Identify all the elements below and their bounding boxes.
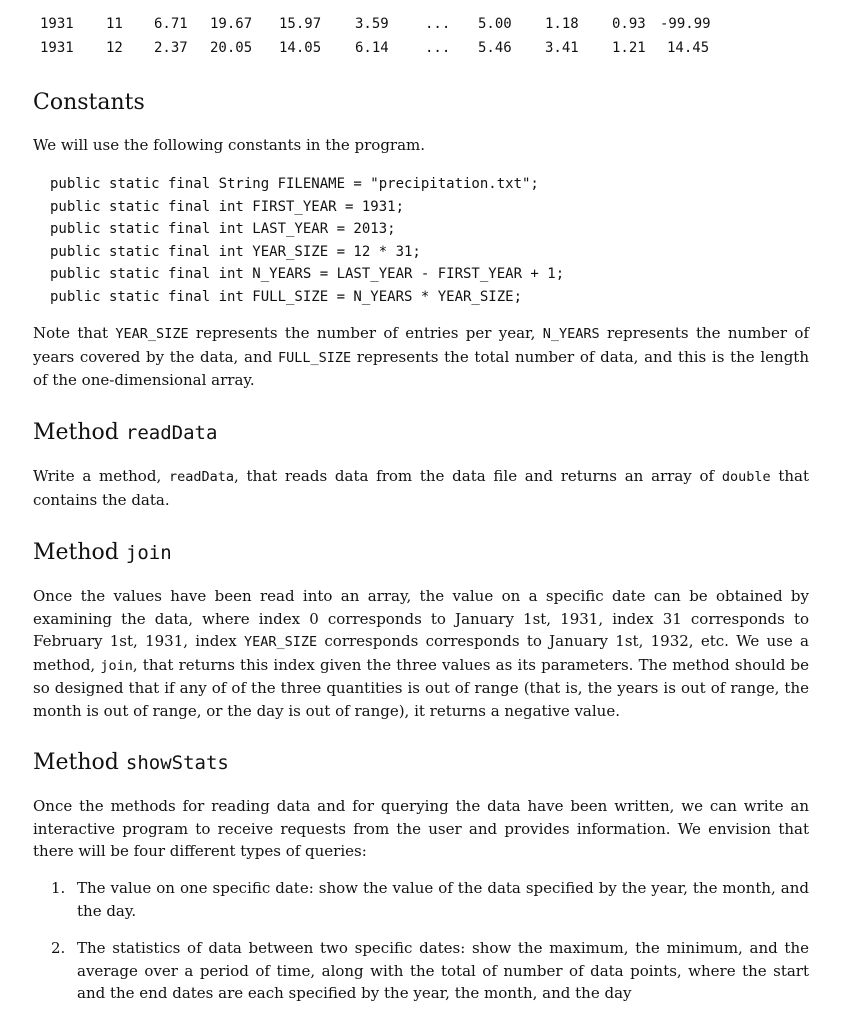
cell-ellipsis: ... (425, 16, 451, 32)
cell-value: 19.67 (210, 16, 253, 32)
cell-year: 1931 (40, 40, 74, 56)
section-heading-join: Method join (33, 540, 172, 565)
section-heading-read-data: Method readData (33, 420, 218, 445)
cell-value: 1.21 (612, 40, 646, 56)
cell-value: 5.00 (478, 16, 512, 32)
cell-month: 11 (106, 16, 123, 32)
constants-code-block (50, 173, 564, 308)
cell-value: 6.71 (154, 16, 188, 32)
code-line: public static final int FIRST_YEAR = 1931; (50, 198, 405, 215)
code-line: public static final int YEAR_SIZE = 12 * 31; (50, 243, 421, 260)
list-item-text: The statistics of data between two specific dates: show the maximum, the minimum, and the average over a period of time, along with the total of number of data points, where the start and the end dates are each specified by the year, the month, and the day (77, 939, 809, 1002)
constants-intro: We will use the following constants in the program. (33, 136, 426, 154)
cell-value: 2.37 (154, 40, 188, 56)
cell-value: 0.93 (612, 16, 646, 32)
join-paragraph: Once the values have been read into an array, the value on a specific date can be obtained by examining the data, where index 0 corresponds to January 1st, 1931, index 31 corresponds to February 1st, 1931, index YEAR_SIZE corresponds corresponds to January 1st, 1932, etc. We use a method, join, that returns this index given the three values as its parameters. The method should be so designed that if any of of the three quantities is out of range (that is, the years is out of range, the month is out of range, or the day is out of range), it returns a negative value. (33, 587, 809, 720)
code-n-years: N_YEARS (542, 326, 600, 342)
section-heading-constants: Constants (33, 90, 145, 115)
cell-month: 12 (106, 40, 123, 56)
cell-value: 6.14 (355, 40, 389, 56)
code-line: public static final String FILENAME = "precipitation.txt"; (50, 176, 539, 192)
cell-value: 15.97 (279, 16, 322, 32)
list-item-number: 2. (51, 939, 66, 957)
cell-value: 3.41 (545, 40, 579, 56)
cell-value: 3.59 (355, 16, 389, 32)
cell-ellipsis: ... (425, 40, 451, 56)
code-line: public static final int FULL_SIZE = N_YEARS * YEAR_SIZE; (50, 288, 523, 305)
read-data-paragraph: Write a method, readData, that reads data from the data file and returns an array of double that contains the data. (33, 467, 809, 509)
code-full-size: FULL_SIZE (277, 349, 352, 366)
cell-value: 5.46 (478, 40, 512, 56)
cell-value: -99.99 (660, 16, 711, 32)
code-line: public static final int LAST_YEAR = 2013; (50, 221, 396, 237)
data-row (0, 40, 848, 62)
cell-year: 1931 (40, 16, 74, 32)
code-year-size: YEAR_SIZE (115, 326, 189, 342)
cell-value: 20.05 (210, 40, 253, 56)
list-item-text: The value on one specific date: show the value of the data specified by the year, the month, and the day. (77, 879, 809, 920)
cell-value: 14.05 (279, 40, 322, 56)
cell-value: 14.45 (667, 40, 710, 56)
list-item-number: 1. (51, 879, 66, 897)
cell-value: 1.18 (545, 16, 579, 32)
show-stats-intro: Once the methods for reading data and for querying the data have been written, we can write an interactive program to receive requests from the user and provides information. We envision that there will be four different types of queries: (33, 797, 809, 860)
constants-note: Note that YEAR_SIZE represents the number of entries per year, N_YEARS represents the number of years covered by the data, and FULL_SIZE represents the total number of data, and this is the length of the one-dimensional array. (33, 324, 809, 389)
section-heading-show-stats: Method showStats (33, 750, 229, 775)
code-line: public static final int N_YEARS = LAST_YEAR - FIRST_YEAR + 1; (50, 266, 565, 282)
data-row (0, 16, 848, 38)
